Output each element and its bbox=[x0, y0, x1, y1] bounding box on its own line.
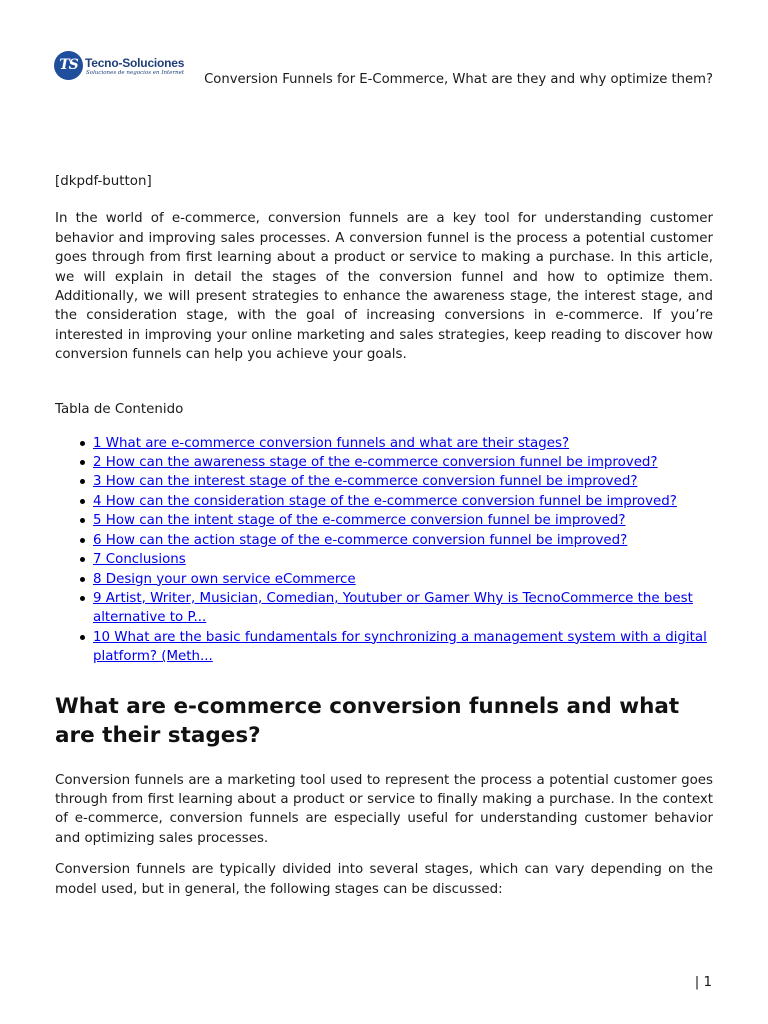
section-paragraph-2: Conversion funnels are typically divided into several stages, which can vary depending on the model used, but in general, the following stages can be discussed: bbox=[55, 862, 713, 897]
toc-link-3[interactable]: 3 How can the interest stage of the e-commerce conversion funnel be improved? bbox=[93, 474, 638, 490]
company-logo bbox=[54, 51, 194, 83]
document-header-title: Conversion Funnels for E-Commerce, What are they and why optimize them? bbox=[204, 72, 713, 87]
toc-item bbox=[93, 472, 713, 491]
toc-item bbox=[93, 434, 713, 453]
page-number: | 1 bbox=[694, 975, 712, 990]
toc-link-6[interactable]: 6 How can the action stage of the e-commerce conversion funnel be improved? bbox=[93, 532, 628, 548]
toc-item bbox=[93, 492, 713, 511]
logo-badge: TS bbox=[54, 51, 83, 80]
toc-title: Tabla de Contenido bbox=[55, 401, 184, 417]
table-of-contents bbox=[55, 434, 713, 667]
document-body bbox=[55, 172, 713, 899]
section-heading: What are e-commerce conversion funnels and what are their stages? bbox=[55, 693, 680, 749]
toc-link-8[interactable]: 8 Design your own service eCommerce bbox=[93, 571, 356, 587]
toc-link-1[interactable]: 1 What are e-commerce conversion funnels and what are their stages? bbox=[93, 435, 570, 451]
toc-link-9[interactable]: 9 Artist, Writer, Musician, Comedian, Youtuber or Gamer Why is TecnoCommerce the best alternative to P... bbox=[93, 590, 693, 626]
toc-item bbox=[93, 511, 713, 530]
toc-item bbox=[93, 453, 713, 472]
pdf-button-shortcode: [dkpdf-button] bbox=[55, 174, 152, 189]
toc-item bbox=[93, 570, 713, 589]
logo-tagline: Soluciones de negocios en Internet bbox=[86, 70, 185, 76]
toc-item bbox=[93, 531, 713, 550]
logo-name: Tecno-Soluciones bbox=[85, 56, 185, 70]
toc-link-2[interactable]: 2 How can the awareness stage of the e-commerce conversion funnel be improved? bbox=[93, 455, 658, 471]
intro-paragraph: In the world of e-commerce, conversion funnels are a key tool for understanding customer behavior and improving sales processes. A conversion funnel is the process a potential customer goes through from first learning about a product or service to making a purchase. In this article, we will explain in detail the stages of the conversion funnel and how to optimize them. Additionally, we will present strategies to enhance the awareness stage, the interest stage, and the consideration stage, with the goal of increasing conversions in e-commerce. If you’re interested in improving your online marketing and sales strategies, keep reading to discover how conversion funnels can help you achieve your goals. bbox=[55, 211, 713, 363]
toc-item bbox=[93, 628, 713, 667]
toc-link-10[interactable]: 10 What are the basic fundamentals for synchronizing a management system with a digital platform? (Meth... bbox=[93, 629, 707, 665]
toc-link-7[interactable]: 7 Conclusions bbox=[93, 552, 186, 568]
toc-item bbox=[93, 550, 713, 569]
section-paragraph-1: Conversion funnels are a marketing tool used to represent the process a potential customer goes through from first learning about a product or service to finally making a purchase. In the context of e-commerce, conversion funnels are especially useful for understanding customer behavior and optimizing sales processes. bbox=[55, 772, 713, 846]
toc-link-4[interactable]: 4 How can the consideration stage of the e-commerce conversion funnel be improved? bbox=[93, 493, 677, 509]
toc-link-5[interactable]: 5 How can the intent stage of the e-commerce conversion funnel be improved? bbox=[93, 513, 626, 529]
toc-item bbox=[93, 589, 713, 628]
